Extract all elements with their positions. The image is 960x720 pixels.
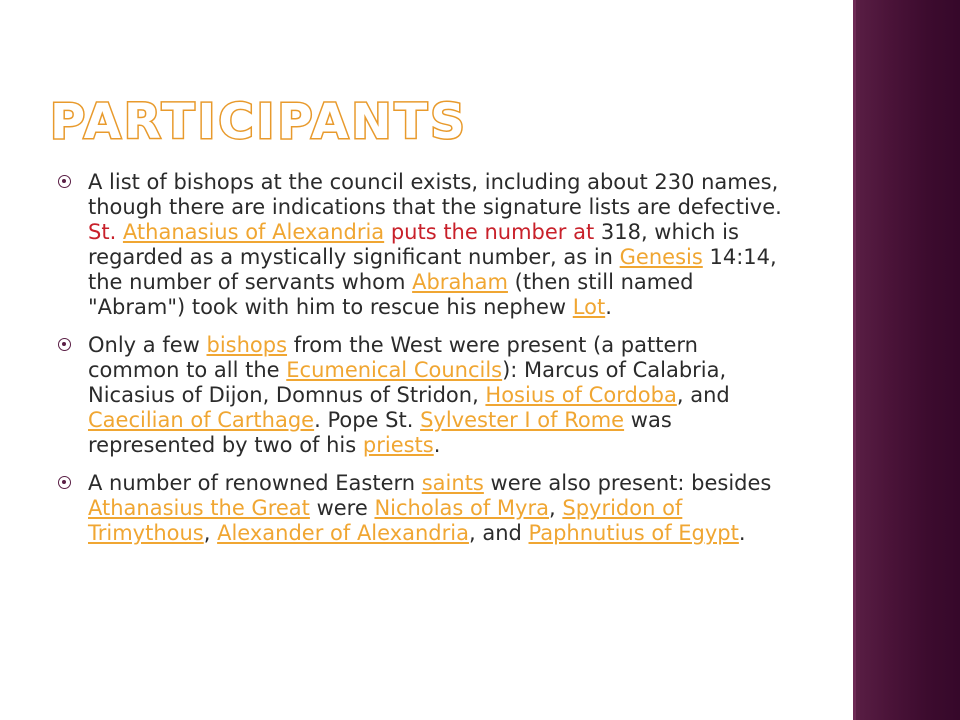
link-ecumenical-councils[interactable]: Ecumenical Councils: [286, 358, 503, 382]
slide-title: PARTICIPANTS: [50, 94, 468, 150]
link-spyridon-of-trimythous[interactable]: Spyridon of Trimythous: [88, 496, 683, 545]
link-caecilian-of-carthage[interactable]: Caecilian of Carthage: [88, 408, 315, 432]
link-genesis[interactable]: Genesis: [619, 245, 703, 269]
circle-dot-bullet-icon: [58, 338, 71, 351]
bullet-1-red-text: puts the number at: [384, 220, 595, 244]
bullet-2-text: . Pope St.: [314, 408, 421, 432]
link-bishops[interactable]: bishops: [206, 333, 288, 357]
bullet-3-text: A number of renowned Eastern: [88, 471, 422, 495]
link-lot[interactable]: Lot: [572, 295, 606, 319]
bullet-1-text: 14:14, the number of servants whom: [88, 245, 777, 294]
link-priests[interactable]: priests: [362, 433, 434, 457]
link-alexander-of-alexandria[interactable]: Alexander of Alexandria: [217, 521, 469, 545]
bullet-2-text: Only a few: [88, 333, 207, 357]
bullet-item-2: [56, 333, 796, 458]
bullet-2-text: , and: [676, 383, 730, 407]
link-saints[interactable]: saints: [421, 471, 484, 495]
bullet-2-text: from the West were present (a pattern common to all the: [88, 333, 698, 382]
bullet-3-text: ,: [203, 521, 218, 545]
bullet-1-red-text: St.: [88, 220, 123, 244]
link-athanasius-the-great[interactable]: Athanasius the Great: [88, 496, 310, 520]
link-abraham[interactable]: Abraham: [412, 270, 508, 294]
bullet-list: [56, 170, 796, 559]
bullet-3-text: were also present: besides: [483, 471, 772, 495]
bullet-3-text: were: [309, 496, 375, 520]
bullet-1-text: (then still named "Abram") took with him to rescue his nephew: [88, 270, 694, 319]
link-sylvester-i-of-rome[interactable]: Sylvester I of Rome: [420, 408, 625, 432]
circle-dot-bullet-icon: [58, 476, 71, 489]
link-nicholas-of-myra[interactable]: Nicholas of Myra: [374, 496, 549, 520]
bullet-item-1: [56, 170, 796, 320]
bullet-item-3: [56, 471, 796, 546]
bullet-1-text: 318, which is regarded as a mystically significant number, as in: [88, 220, 739, 269]
circle-dot-bullet-icon: [58, 175, 71, 188]
bullet-2-text: ): Marcus of Calabria, Nicasius of Dijon, Domnus of Stridon,: [88, 358, 727, 407]
bullet-1-text: .: [605, 295, 612, 319]
bullet-3-text: ,: [549, 496, 563, 520]
bullet-3-text: , and: [468, 521, 529, 545]
bullet-2-text: .: [433, 433, 441, 457]
bullet-1-text: A list of bishops at the council exists, including about 230 names, though there are indications that the signature lists are defective.: [88, 170, 782, 219]
link-athanasius-of-alexandria[interactable]: Athanasius of Alexandria: [122, 220, 385, 244]
bullet-3-text: .: [738, 521, 746, 545]
sidebar-decoration: [853, 0, 960, 720]
link-hosius-of-cordoba[interactable]: Hosius of Cordoba: [485, 383, 677, 407]
bullet-2-text: was represented by two of his: [88, 408, 672, 457]
link-paphnutius-of-egypt[interactable]: Paphnutius of Egypt: [528, 521, 739, 545]
